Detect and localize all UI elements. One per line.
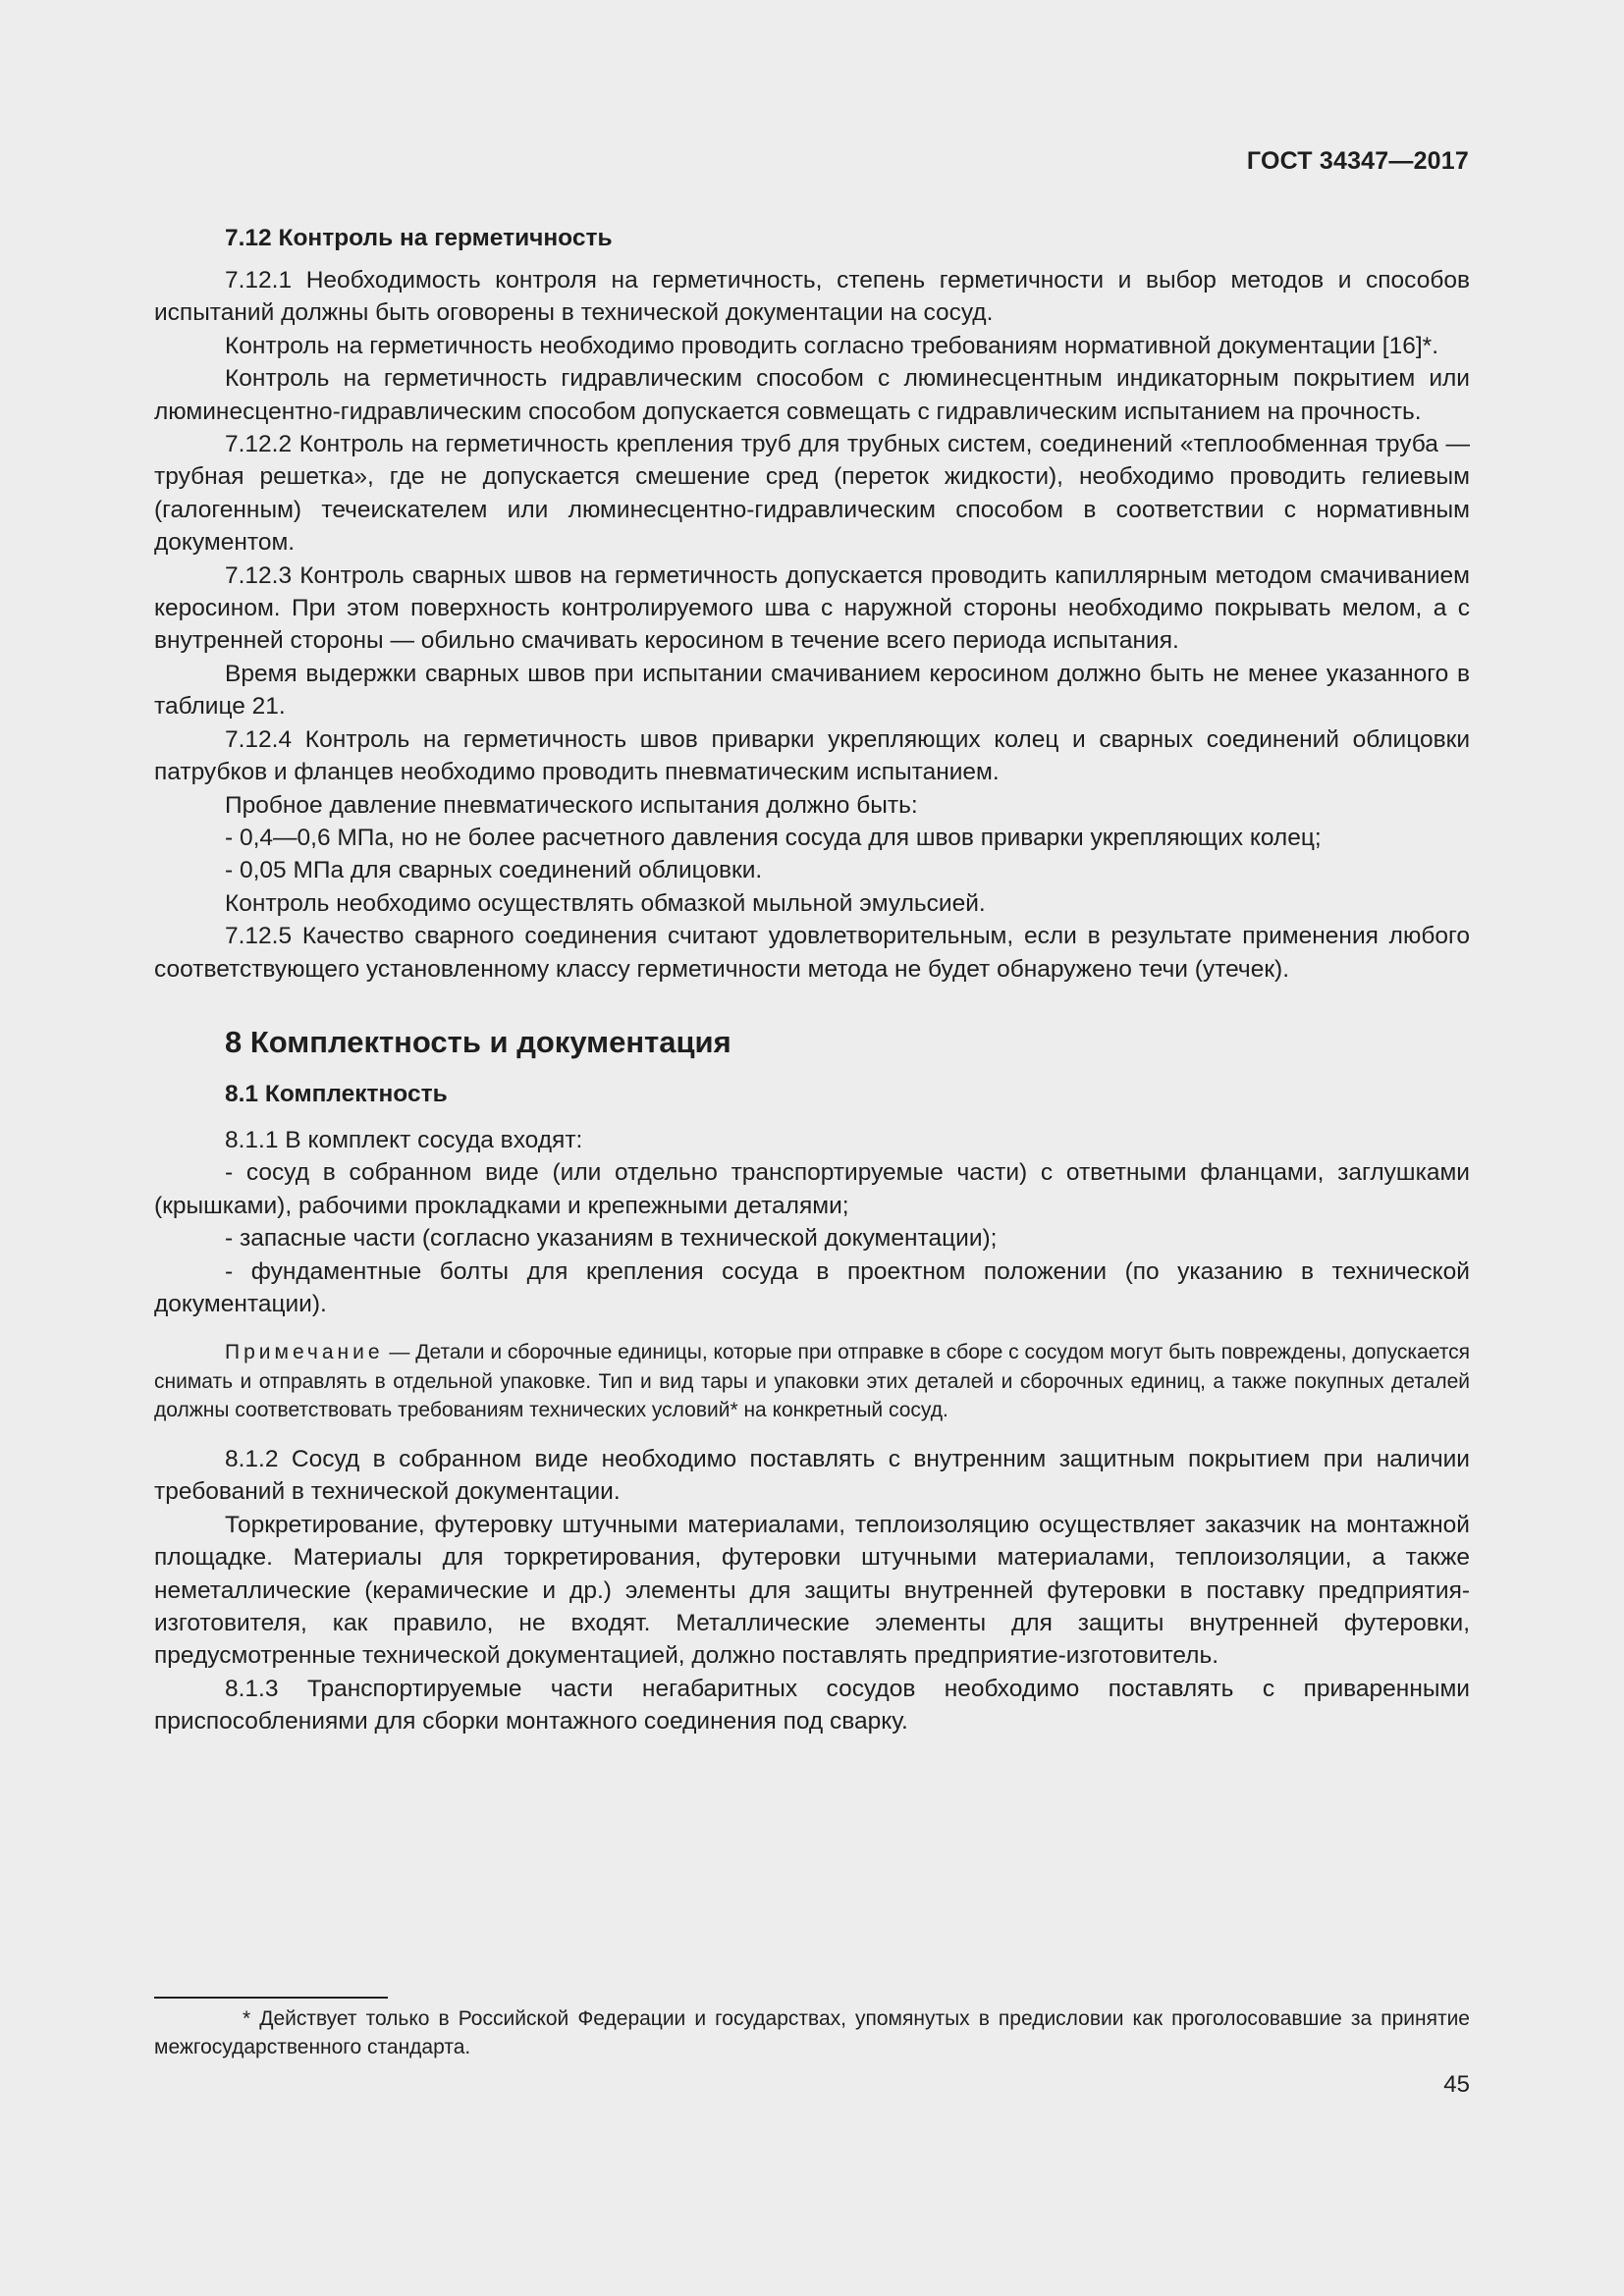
paragraph: Контроль на герметичность необходимо проводить согласно требованиям нормативной документации [16]*.: [225, 332, 1439, 359]
paragraph: 7.12.1 Необходимость контроля на герметичность, степень герметичности и выбор методов и способов испытаний должны быть оговорены в технической документации на сосуд.: [154, 267, 1470, 327]
paragraph: 8.1.3 Транспортируемые части негабаритных сосудов необходимо поставлять с приваренными приспособлениями для сборки монтажного соединения под сварку.: [154, 1675, 1470, 1735]
list-item: - сосуд в собранном виде (или отдельно транспортируемые части) с ответными фланцами, заглушками (крышками), рабочими прокладками и крепежными деталями;: [154, 1159, 1470, 1219]
paragraph: 7.12.5 Качество сварного соединения считают удовлетворительным, если в результате применения любого соответствующего установленному классу герметичности метода не будет обнаружено течи (утечек).: [154, 923, 1470, 983]
list-item: - 0,4—0,6 МПа, но не более расчетного давления сосуда для швов приварки укрепляющих колец;: [225, 824, 1322, 851]
paragraph: 7.12.2 Контроль на герметичность крепления труб для трубных систем, соединений «теплообменная труба — трубная решетка», где не допускается смешение сред (переток жидкости), необходимо проводить гелиевым (галогенным) течеискателем или люминесцентно-гидравлическим способом в соответствии с нормативным документом.: [154, 431, 1470, 557]
document-body: [154, 222, 1470, 1738]
paragraph: 7.12.3 Контроль сварных швов на герметичность допускается проводить капиллярным методом смачиванием керосином. При этом поверхность контролируемого шва с наружной стороны необходимо покрывать мелом, а с внутренней стороны — обильно смачивать керосином в течение всего периода испытания.: [154, 561, 1470, 655]
page-number: 45: [1443, 2071, 1470, 2098]
section-7-12-heading: 7.12 Контроль на герметичность: [225, 225, 613, 251]
paragraph: Контроль на герметичность гидравлическим способом с люминесцентным индикаторным покрытием или люминесцентно-гидравлическим способом допускается совмещать с гидравлическим испытанием на прочность.: [154, 365, 1470, 425]
paragraph: Торкретирование, футеровку штучными материалами, теплоизоляцию осуществляет заказчик на монтажной площадке. Материалы для торкретирования, футеровки штучными материалами, теплоизоляции, а также неметаллические (керамические и др.) элементы для защиты внутренней футеровки в поставку предприятия-изготовителя, как правило, не входят. Металлические элементы для защиты внутренней футеровки, предусмотренные технической документацией, должно поставлять предприятие-изготовитель.: [154, 1511, 1470, 1670]
paragraph: 8.1.2 Сосуд в собранном виде необходимо поставлять с внутренним защитным покрытием при наличии требований в технической документации.: [154, 1445, 1470, 1506]
list-item: - 0,05 МПа для сварных соединений облицовки.: [225, 857, 763, 884]
footnote-divider: [154, 1997, 388, 1999]
section-8-heading: 8 Комплектность и документация: [225, 1024, 731, 1059]
list-item: - запасные части (согласно указаниям в технической документации);: [225, 1225, 998, 1253]
note-block: [154, 1338, 1470, 1425]
note-text: Детали и сборочные единицы, которые при отправке в сборе с сосудом могут быть повреждены, допускается снимать и отправлять в отдельной упаковке. Тип и вид тары и упаковки этих деталей и сборочных единиц, а также покупных деталей должны соответствовать требованиям технических условий* на конкретный сосуд.: [154, 1341, 1470, 1422]
list-item: - фундаментные болты для крепления сосуда в проектном положении (по указанию в технической документации).: [154, 1257, 1470, 1317]
note-dash: —: [383, 1341, 416, 1364]
section-8-1-heading: 8.1 Комплектность: [225, 1080, 448, 1107]
footnote: * Действует только в Российской Федерации и государствах, упомянутых в предисловии как проголосовавшие за принятие межгосударственного стандарта.: [154, 2007, 1470, 2058]
paragraph: 8.1.1 В комплект сосуда входят:: [225, 1126, 583, 1153]
paragraph: Время выдержки сварных швов при испытании смачиванием керосином должно быть не менее указанного в таблице 21.: [154, 660, 1470, 721]
paragraph: Контроль необходимо осуществлять обмазкой мыльной эмульсией.: [225, 889, 986, 917]
note-label: Примечание: [225, 1341, 384, 1364]
paragraph: Пробное давление пневматического испытания должно быть:: [225, 791, 918, 819]
document-code: ГОСТ 34347—2017: [1246, 147, 1469, 175]
paragraph: 7.12.4 Контроль на герметичность швов приварки укрепляющих колец и сварных соединений облицовки патрубков и фланцев необходимо проводить пневматическим испытанием.: [154, 725, 1470, 786]
